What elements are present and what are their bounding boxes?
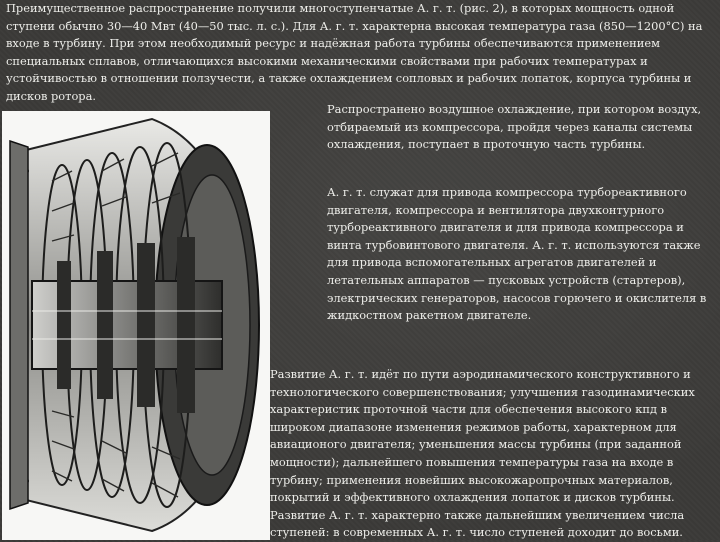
development-paragraph: Развитие А. г. т. идёт по пути аэродинамического конструктивного и технологического совершенствования; улучшения газодинамических характеристик проточной части для обеспечения высокого кпд в широком диапазоне изменения режимов работы, характерном для авиационого двигателя; уменьшения массы турбины (при заданной мощности); дальнейшего повышения температуры газа на входе в турбину; применения новейших высокожаропрочных материалов, покрытий и эффективного охлаждения лопаток и дисков турбины. Развитие А. г. т. характерно также дальнейшим увеличением числа ступеней: в современных А. г. т. число ступеней доходит до восьми. xyxy=(270,367,695,540)
intro-paragraph: Преимущественное распространение получили многоступенчатые А. г. т. (рис. 2), в которых мощность одной ступени обычно 30—40 Мвт (40—50 тыс. л. с.). Для А. г. т. характерна высокая температура газа (850—1200°С) на входе в турбину. При этом необходимый ресурс и надёжная работа турбины обеспечиваются применением специальных сплавов, отличающихся высокими механическими свойствами при рабочих температурах и устойчивостью в отношении ползучести, а также охлаждением сопловых и рабочих лопаток, корпуса турбины и дисков ротора. xyxy=(6,1,703,103)
usage-paragraph: А. г. т. служат для привода компрессора турбореактивного двигателя, компрессора и вентилятора двухконтурного турбореактивного двигателя и для привода компрессора и винта турбовинтового двигателя. А. г. т. используются также для привода вспомогательных агрегатов двигателей и летательных аппаратов — пусковых устройств (стартеров), электрических генераторов, насосов горючего и окислителя в жидкостном ракетном двигателе. xyxy=(327,185,707,323)
turbine-engine-illustration xyxy=(2,111,270,540)
cooling-paragraph: Распространено воздушное охлаждение, при котором воздух, отбираемый из компрессора, пройдя через каналы системы охлаждения, поступает в проточную часть турбины. xyxy=(327,102,702,152)
